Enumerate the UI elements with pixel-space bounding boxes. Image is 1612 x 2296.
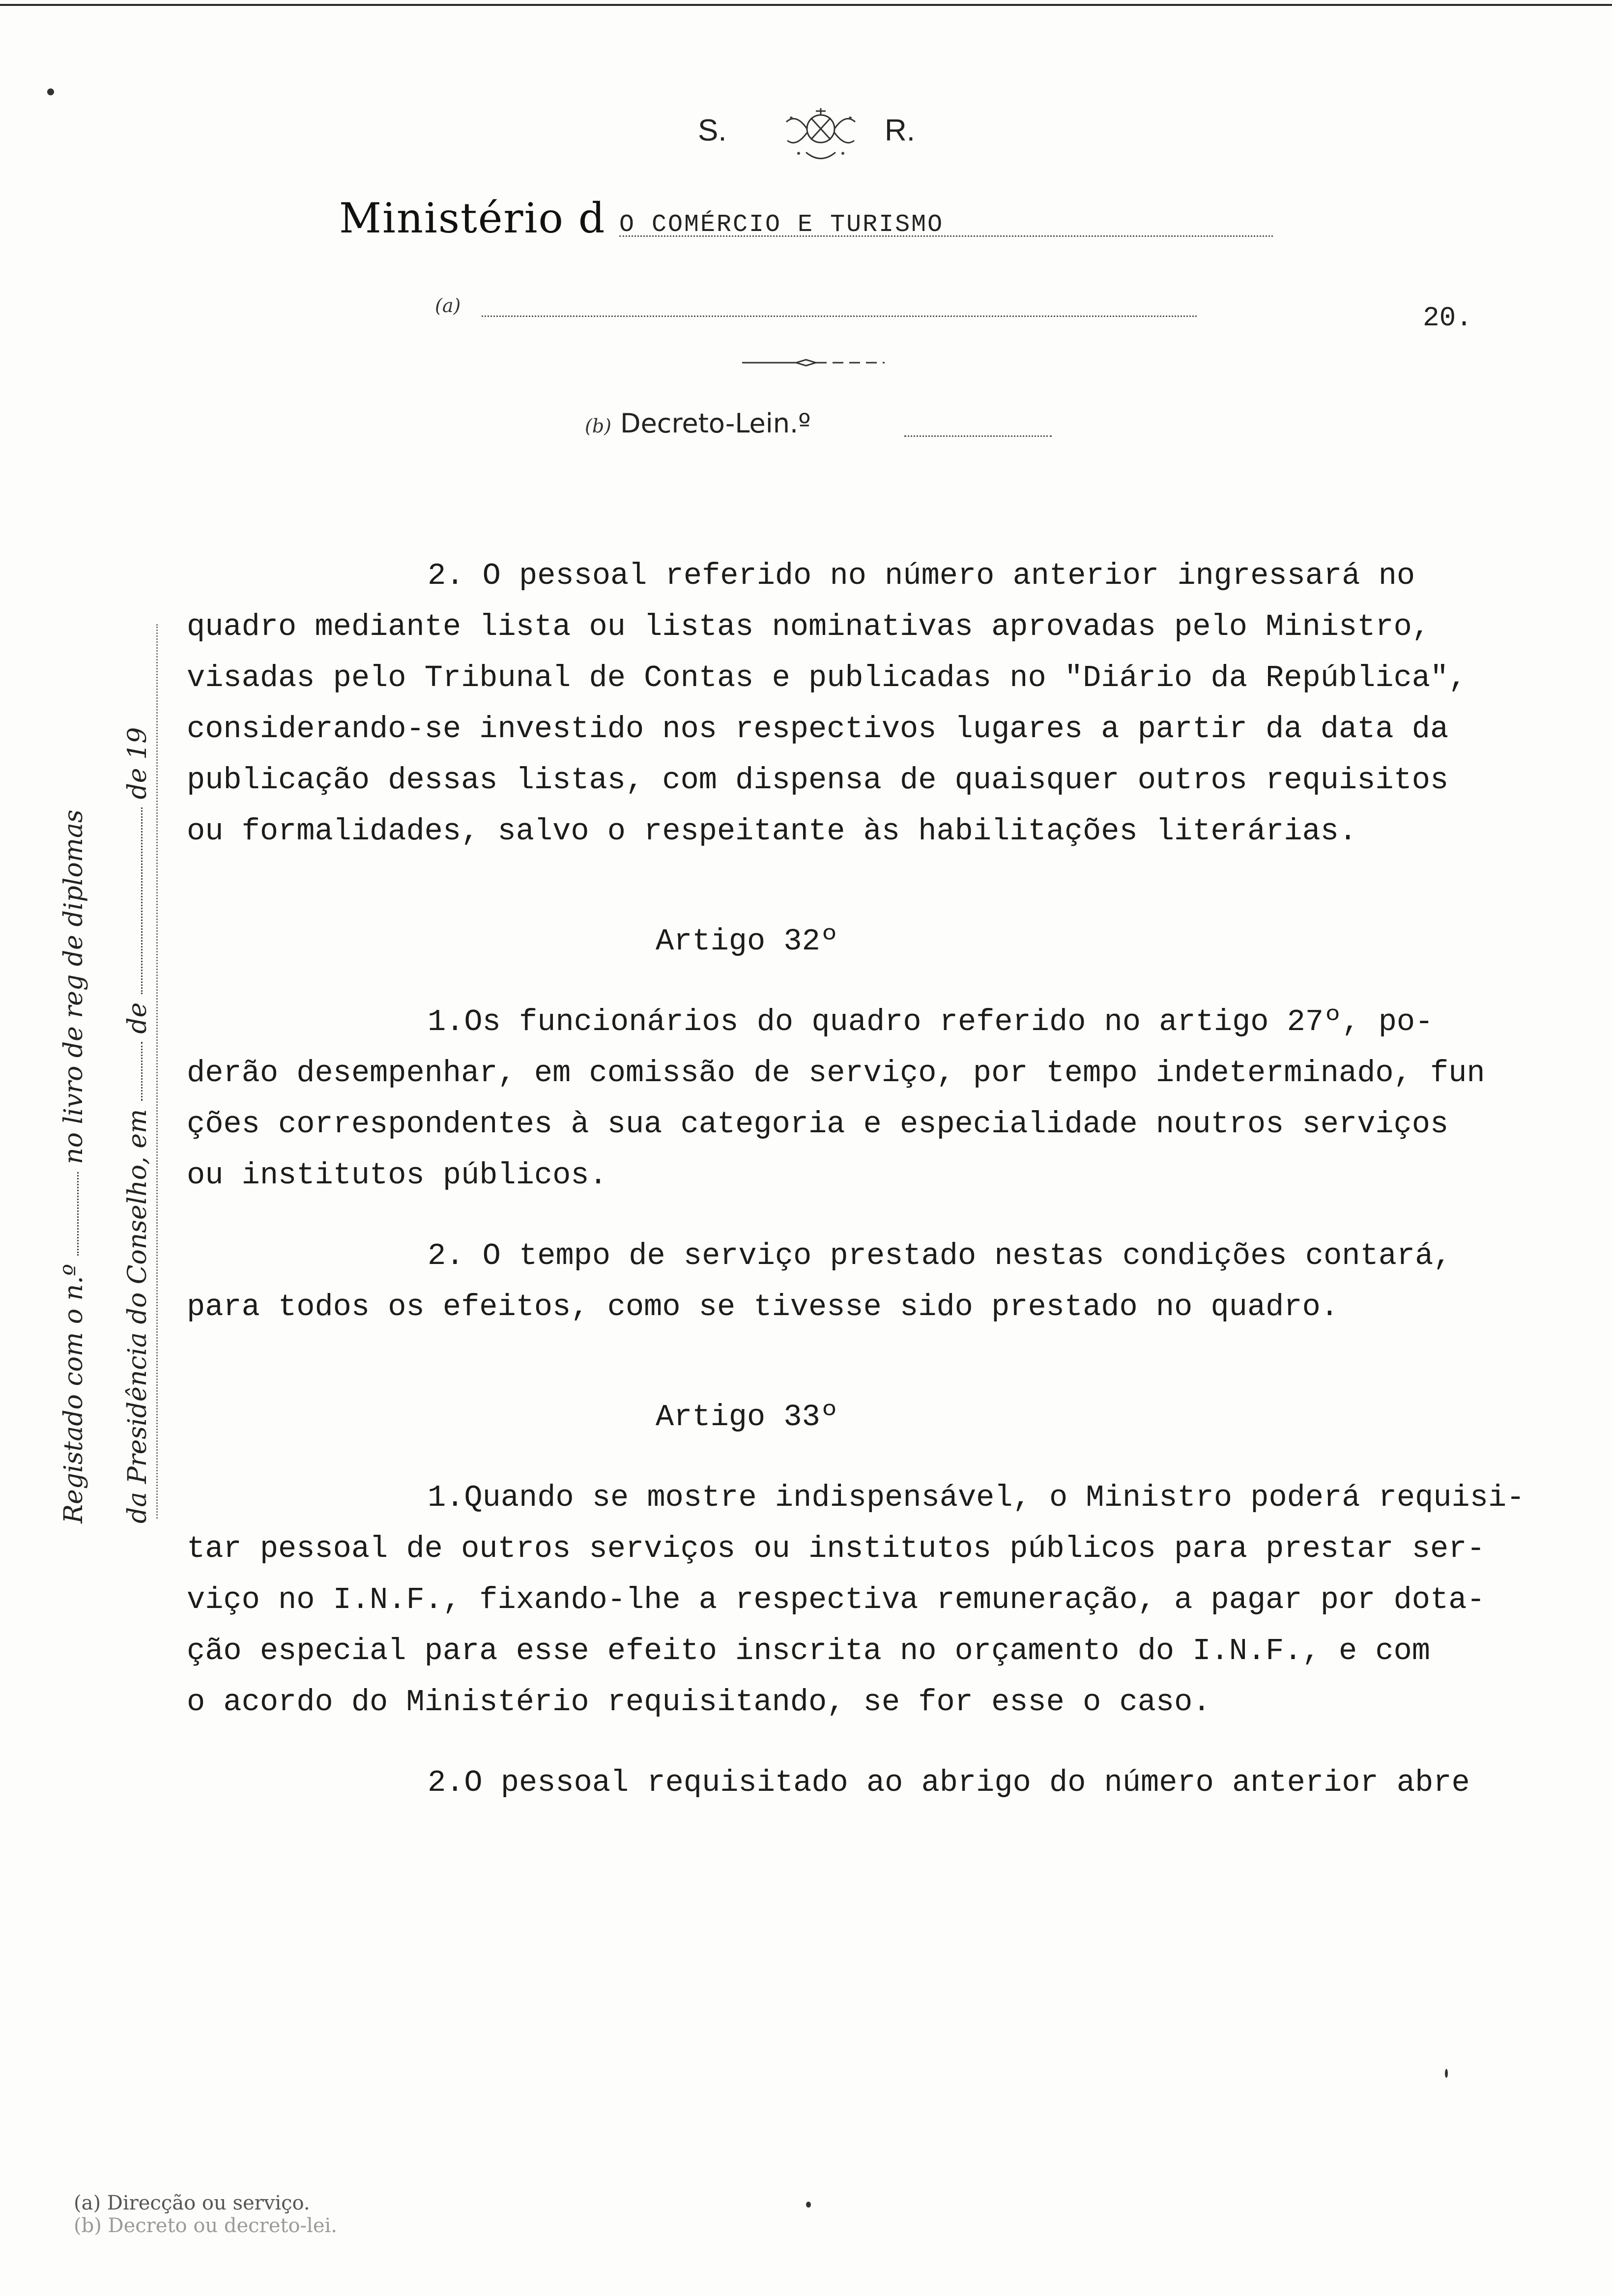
text-line: ou institutos públicos. (187, 1158, 607, 1193)
margin-year-label: de 19 (123, 727, 152, 800)
emblem-left-letter: S. (698, 114, 727, 147)
text-line: ção especial para esse efeito inscrita no orçamento do I.N.F., e com (187, 1634, 1431, 1668)
text-line: viço no I.N.F., fixando-lhe a respectiva remuneração, a pagar por dota- (187, 1582, 1485, 1617)
decree-field-mark: (b) (585, 415, 611, 437)
text-line: 2. O pessoal referido no número anterior ingressará no (428, 558, 1415, 593)
direction-field-dotted-line (482, 316, 1197, 317)
footnote-b: (b) Decreto ou decreto-lei. (74, 2214, 338, 2237)
article-heading: Artigo 33º (655, 1400, 839, 1435)
paragraph-text (187, 550, 1602, 857)
paragraph-text (187, 1472, 1602, 1728)
footnotes (74, 2192, 337, 2237)
coat-of-arms-icon (777, 98, 865, 167)
spacer (187, 1728, 1602, 1757)
direction-field (435, 295, 1197, 324)
spacer (187, 857, 1602, 916)
ministry-dotted-line (619, 235, 1273, 237)
text-line: publicação dessas listas, com dispensa de quaisquer outros requisitos (187, 763, 1449, 798)
text-line: quadro mediante lista ou listas nominativas aprovadas pelo Ministro, (187, 609, 1431, 644)
margin-de-label: de (123, 1002, 152, 1034)
text-line: tar pessoal de outros serviços ou institutos públicos para prestar ser- (187, 1531, 1485, 1566)
scan-speck (1445, 2069, 1448, 2078)
margin-registered-label: Registado com o n.º (59, 1263, 88, 1523)
direction-field-mark: (a) (435, 295, 461, 316)
paragraph (187, 550, 1602, 857)
ministry-line (339, 194, 1273, 248)
margin-book-label: no livro de reg (59, 974, 88, 1164)
margin-presidency-label: da Presidência do Conselho, em (123, 1109, 152, 1523)
margin-line-1 (59, 809, 88, 1523)
paragraph-text (187, 997, 1602, 1201)
ornamental-divider (742, 358, 885, 368)
emblem-right-letter: R. (885, 114, 915, 147)
header-emblem (688, 98, 944, 167)
margin-dotted-fill (72, 1172, 79, 1256)
spacer (187, 967, 1602, 997)
decree-label: Decreto-Lein.º (620, 408, 811, 439)
paragraph (187, 997, 1602, 1201)
margin-line-2 (123, 727, 152, 1523)
text-line: o acordo do Ministério requisitando, se for esse o caso. (187, 1685, 1211, 1720)
text-line: 1.Quando se mostre indispensável, o Ministro poderá requisi- (428, 1480, 1525, 1515)
paragraph (187, 1472, 1602, 1728)
document-body (187, 550, 1602, 1808)
ministry-name: O COMÉRCIO E TURISMO (619, 211, 944, 239)
text-line: derão desempenhar, em comissão de serviço, por tempo indeterminado, fun (187, 1056, 1485, 1091)
margin-diplomas-label: de diplomas (59, 809, 88, 967)
spacer (187, 1333, 1602, 1392)
margin-registration (44, 580, 172, 1523)
scan-speck (47, 88, 54, 95)
spacer (187, 1443, 1602, 1472)
top-rule (0, 4, 1612, 6)
footnote-a: (a) Direcção ou serviço. (74, 2192, 310, 2214)
margin-vertical-dotted-line (156, 624, 158, 1519)
text-line: ções correspondentes à sua categoria e especialidade noutros serviços (187, 1107, 1449, 1142)
paragraph-text (187, 1231, 1602, 1333)
decree-field (585, 408, 1052, 442)
article-heading: Artigo 32º (655, 924, 839, 959)
text-line: 1.Os funcionários do quadro referido no artigo 27º, po- (428, 1004, 1434, 1039)
paragraph (187, 1231, 1602, 1333)
margin-dotted-fill (136, 807, 143, 994)
text-line: 2.O pessoal requisitado ao abrigo do número anterior abre (428, 1765, 1470, 1800)
spacer (187, 1201, 1602, 1231)
text-line: considerando-se investido nos respectivos lugares a partir da data da (187, 712, 1449, 746)
paragraph (187, 1757, 1602, 1808)
paragraph-text (187, 1757, 1602, 1808)
text-line: ou formalidades, salvo o respeitante às habilitações literárias. (187, 814, 1357, 849)
text-line: visadas pelo Tribunal de Contas e publicadas no "Diário da República", (187, 660, 1467, 695)
text-line: para todos os efeitos, como se tivesse sido prestado no quadro. (187, 1290, 1339, 1324)
scan-speck (806, 2202, 811, 2208)
ministry-prefix: Ministério d (339, 194, 606, 242)
page-number: 20. (1423, 302, 1472, 334)
margin-dotted-fill (136, 1042, 143, 1101)
text-line: 2. O tempo de serviço prestado nestas condições contará, (428, 1238, 1452, 1273)
decree-dotted-line (904, 435, 1052, 437)
